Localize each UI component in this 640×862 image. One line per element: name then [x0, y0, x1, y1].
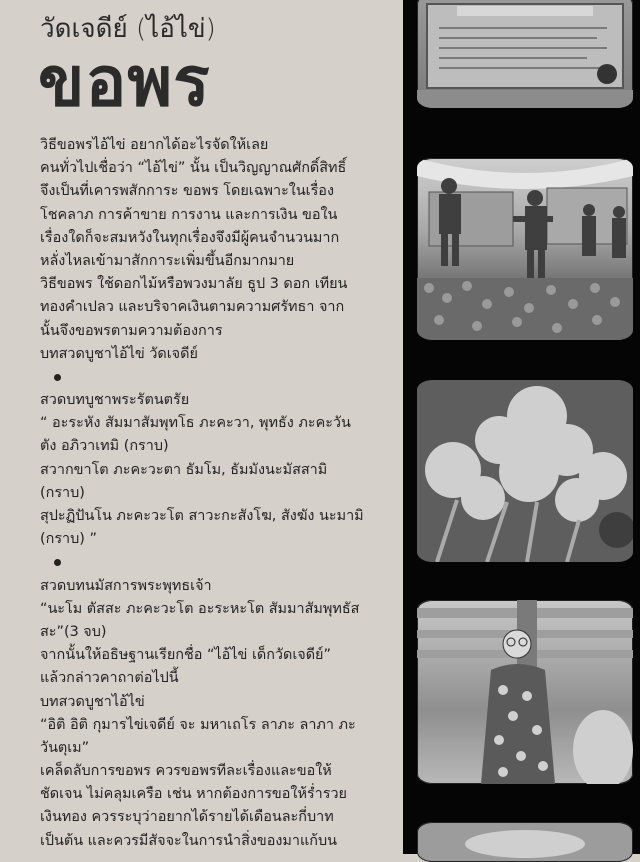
page-title: ขอพร	[38, 43, 211, 122]
photo-strip	[403, 0, 640, 854]
subtitle: วัดเจดีย์ (ไอ้ไข่)	[40, 14, 216, 44]
photo-temple-sign[interactable]	[417, 0, 633, 108]
body-line: เป็นต้น และควรมีสัจจะในการนำสิ่งของมาแก้บน	[40, 832, 337, 849]
body-line: สวดบทนมัสการพระพุทธเจ้า	[40, 577, 212, 594]
body-line: คนทั่วไปเชื่อว่า “ไอ้ไข่” นั้น เป็นวิญญาณศักดิ์สิทธิ์	[40, 160, 347, 177]
body-line: ตัง อภิวาเทมิ (กราบ)	[40, 438, 169, 455]
bullet-point	[40, 551, 402, 574]
photo-costumed-statue[interactable]	[417, 600, 633, 784]
body-line: หลั่งไหลเข้ามาสักการะเพิ่มขึ้นอีกมากมาย	[40, 252, 295, 269]
body-line: แล้วกล่าวคาถาต่อไปนี้	[40, 670, 179, 687]
body-line: วันตุเม”	[40, 739, 90, 756]
body-line: สะ”(3 จบ)	[40, 623, 107, 640]
body-line: เคล็ดลับการขอพร ควรขอพรทีละเรื่องและขอให้	[40, 763, 332, 780]
body-line: วิธีขอพรไอ้ไข่ อยากได้อะไรจัดให้เลย	[40, 137, 269, 153]
body-line: “ อะระหัง สัมมาสัมพุทโธ ภะคะวา, พุทธัง ภะคะวัน	[40, 415, 351, 432]
article-body	[40, 134, 402, 853]
body-line: “นะโม ตัสสะ ภะคะวะโต อะระหะโต สัมมาสัมพุทธัส	[40, 600, 360, 617]
body-line: จากนั้นให้อธิษฐานเรียกชื่อ “ไอ้ไข่ เด็กวัดเจดีย์”	[40, 647, 331, 664]
body-line: นั้นจึงขอพรตามความต้องการ	[40, 322, 223, 339]
body-line: สวากขาโต ภะคะวะตา ธัมโม, ธัมมังนะมัสสามิ	[40, 461, 328, 478]
body-line: (กราบ)	[40, 484, 85, 501]
body-line: ทองคำเปลว และบริจาคเงินตามความศรัทธา จาก	[40, 299, 345, 316]
body-line: สุปะฏิปันโน ภะคะวะโต สาวะกะสังโฆ, สังฆัง นะมามิ	[40, 508, 364, 524]
body-line: สวดบทบูชาพระรัตนตรัย	[40, 392, 190, 409]
body-line: เงินทอง ควรระบุว่าอยากได้รายได้เดือนละกี่บาท	[40, 809, 334, 826]
body-line: บทสวดบูชาไอ้ไข่ วัดเจดีย์	[40, 345, 198, 362]
body-line: ชัดเจน ไม่คลุมเครือ เช่น หากต้องการขอให้ร่ำรวย	[40, 786, 347, 803]
body-line: “อิติ อิติ กุมารไข่เจดีย์ จะ มหาเถโร ลาภะ ลาภา ภะ	[40, 716, 356, 733]
body-line: จึงเป็นที่เคารพสักการะ ขอพร โดยเฉพาะในเรื่อง	[40, 183, 334, 200]
body-line: บทสวดบูชาไอ้ไข่	[40, 693, 145, 710]
body-line: วิธีขอพร ใช้ดอกไม้หรือพวงมาลัย ธูป 3 ดอก เทียน	[40, 276, 348, 293]
body-line: เรื่องใดก็จะสมหวังในทุกเรื่องจึงมีผู้คนจำนวนมาก	[40, 229, 340, 246]
photo-soldier-statues[interactable]	[417, 158, 633, 340]
body-line: (กราบ) ”	[40, 531, 97, 548]
photo-marigold-flowers[interactable]	[417, 380, 633, 562]
bullet-point	[40, 366, 402, 389]
photo-partial[interactable]	[417, 822, 633, 862]
body-line: โชคลาภ การค้าขาย การงาน และการเงิน ขอใน	[40, 206, 338, 223]
